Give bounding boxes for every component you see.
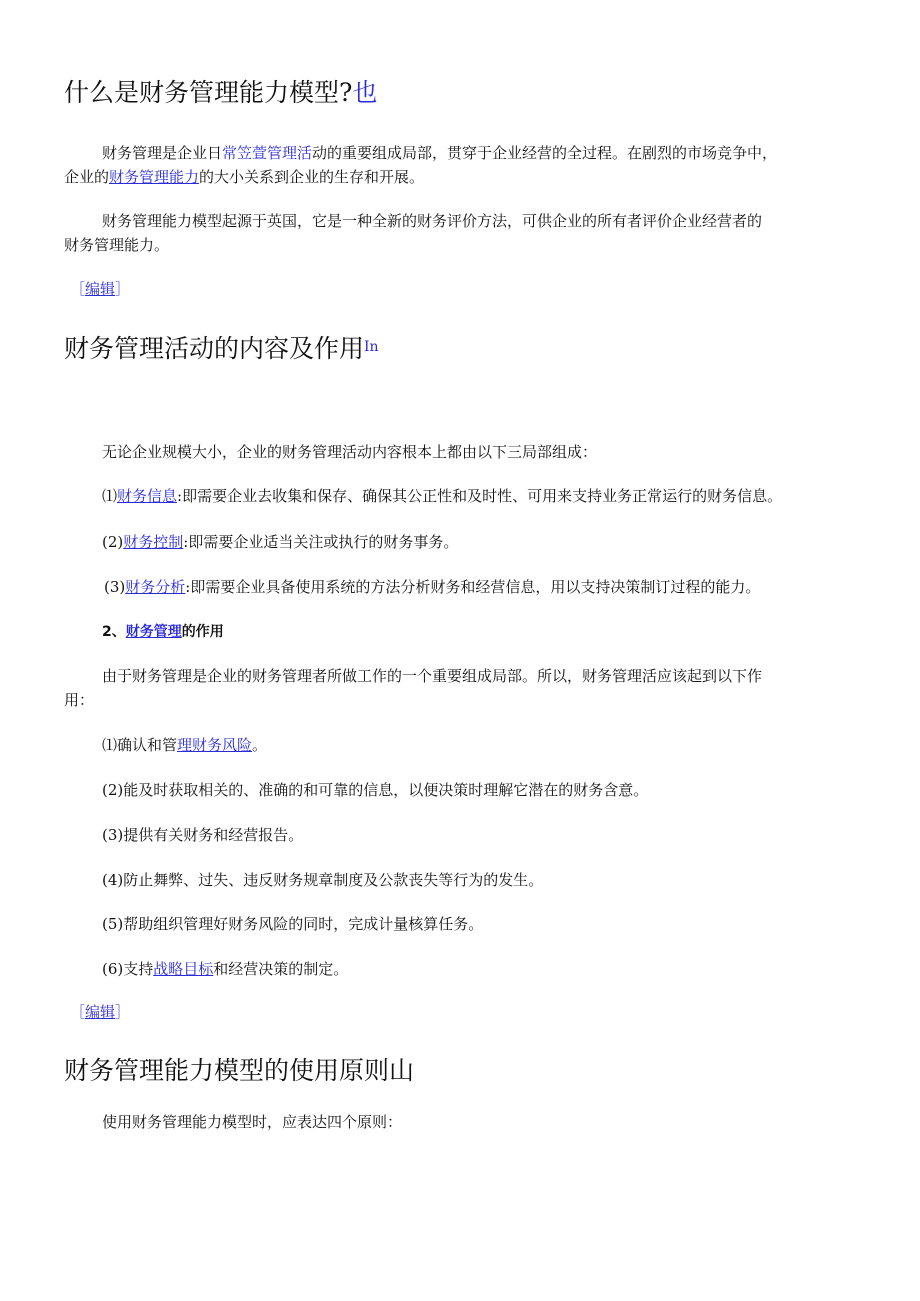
section1-paragraph1-line1: 财务管理是企业日常笠萱管理活动的重要组成局部，贯穿于企业经营的全过程。在剧烈的市场竞争中，	[102, 144, 778, 162]
link-financial-information[interactable]: 财务信息	[117, 487, 178, 505]
section1-paragraph2-line2: 财务管理能力。	[64, 236, 170, 254]
section2-title: 财务管理活动的内容及作用	[64, 334, 365, 363]
link-strategic-goals[interactable]: 战略目标	[153, 960, 214, 978]
section1-paragraph1-line2: 企业的财务管理能力的大小关系到企业的生存和开展。	[64, 168, 425, 186]
section1-title: 什么是财务管理能力模型?	[64, 78, 353, 107]
list-item: (2)能及时获取相关的、准确的和可靠的信息，以便决策时理解它潜在的财务含意。	[102, 781, 649, 799]
link-financial-management[interactable]: 财务管理	[125, 624, 182, 640]
subheading-role: 2、财务管理的作用	[102, 624, 224, 640]
role-intro-line1: 由于财务管理是企业的财务管理者所做工作的一个重要组成局部。所以，财务管理活应该起到以下作	[102, 667, 763, 685]
list-item: (3)财务分析:即需要企业具备使用系统的方法分析财务和经营信息，用以支持决策制订过程的能力。	[104, 578, 761, 596]
list-item: (2)财务控制:即需要企业适当关注或执行的财务事务。	[102, 533, 459, 551]
link-financial-risk[interactable]: 理财务风险	[177, 736, 253, 754]
section2-intro: 无论企业规模大小，企业的财务管理活动内容根本上都由以下三局部组成：	[102, 443, 598, 461]
section3-intro: 使用财务管理能力模型时，应表达四个原则：	[102, 1113, 403, 1131]
section1-heading	[64, 78, 377, 108]
section3-title-mark: 山	[389, 1056, 415, 1085]
list-item: ⑴确认和管理财务风险。	[102, 736, 268, 754]
list-item: (5)帮助组织管理好财务风险的同时，完成计量核算任务。	[102, 915, 484, 933]
section1-title-mark: 也	[352, 78, 378, 107]
section3-title: 财务管理能力模型的使用原则	[64, 1056, 390, 1085]
edit-link-section2[interactable]: ［编辑］	[70, 1003, 131, 1021]
section3-heading	[64, 1056, 414, 1086]
list-item: (4)防止舞弊、过失、违反财务规章制度及公款丧失等行为的发生。	[102, 871, 544, 889]
edit-label[interactable]: 编辑	[85, 1003, 116, 1021]
link-daily-management[interactable]: 常笠萱管理活	[222, 144, 313, 162]
edit-label[interactable]: 编辑	[85, 280, 116, 298]
link-financial-control[interactable]: 财务控制	[123, 533, 184, 551]
link-financial-management-ability[interactable]: 财务管理能力	[109, 168, 200, 186]
role-intro-line2: 用：	[64, 691, 95, 709]
list-item: (3)提供有关财务和经营报告。	[102, 826, 304, 844]
list-item: ⑴财务信息:即需要企业去收集和保存、确保其公正性和及时性、可用来支持业务正常运行的财务信息。	[102, 487, 783, 505]
section2-heading	[64, 334, 379, 364]
section1-paragraph2-line1: 财务管理能力模型起源于英国，它是一种全新的财务评价方法，可供企业的所有者评价企业经营者的	[102, 212, 763, 230]
list-item: (6)支持战略目标和经营决策的制定。	[102, 960, 349, 978]
edit-link-section1[interactable]: ［编辑］	[70, 280, 131, 298]
link-financial-analysis[interactable]: 财务分析	[125, 578, 186, 596]
section2-title-mark: In	[364, 339, 379, 355]
